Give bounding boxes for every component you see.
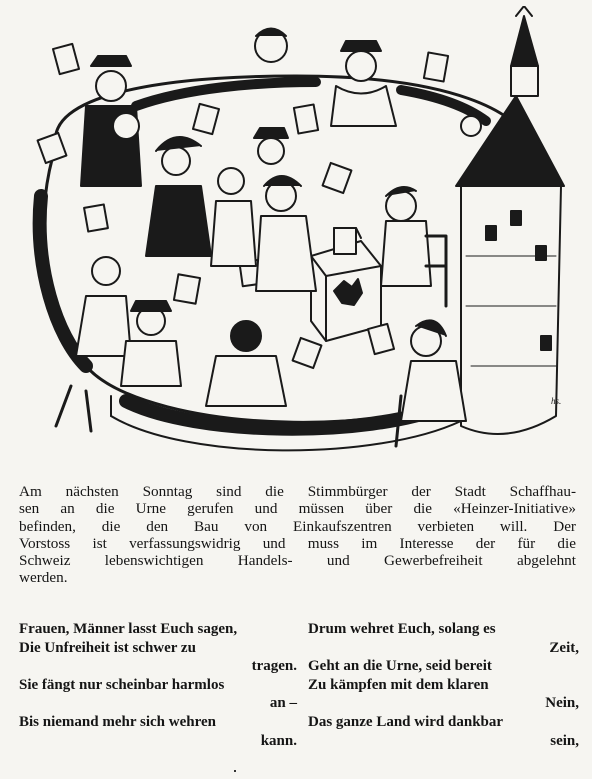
- ballot-box: [311, 228, 381, 341]
- caption-line: Am nächsten Sonntag sind die Stimmbürger der Stadt Schaffhau-: [19, 483, 576, 500]
- poem-line: Zeit,: [549, 639, 579, 656]
- poem-left-column: [19, 620, 297, 750]
- poem-line: tragen.: [251, 658, 297, 675]
- print-speck: [234, 770, 236, 772]
- caption-line: werden.: [19, 569, 68, 587]
- poem-line: Nein,: [545, 695, 579, 712]
- poem-line: Sie fängt nur scheinbar harmlos: [19, 676, 225, 693]
- voting-cartoon-illustration: [16, 6, 578, 466]
- tower: [456, 6, 564, 434]
- caption-line: befinden, die den Bau von Einkaufszentren verbieten will. Der: [19, 517, 576, 535]
- poem-right-column: [308, 620, 579, 750]
- caption-line: Schweiz lebenswichtigen Handels- und Gewerbefreiheit abgelehnt: [19, 552, 576, 570]
- poem-line: Zu kämpfen mit dem klaren: [308, 676, 489, 693]
- caption-paragraph: [19, 483, 576, 587]
- poem-line: an –: [269, 695, 297, 712]
- poem-line: Frauen, Männer lasst Euch sagen,: [19, 621, 238, 637]
- poem-line: sein,: [550, 732, 579, 749]
- caption-line: sen an die Urne gerufen und müssen über die «Heinzer-Initiative»: [19, 500, 576, 518]
- poem-line: Bis niemand mehr sich wehren: [19, 713, 216, 730]
- poem-line: Geht an die Urne, seid bereit: [308, 658, 492, 675]
- caption-line: Vorstoss ist verfassungswidrig und muss im Interesse der für die: [19, 534, 576, 552]
- poem-line: Das ganze Land wird dankbar: [308, 713, 504, 730]
- poem-line: kann.: [260, 732, 297, 749]
- poem-line: Die Unfreiheit ist schwer zu: [19, 639, 196, 656]
- poem-line: Drum wehret Euch, solang es: [308, 621, 496, 637]
- artist-signature: hs.: [551, 396, 562, 406]
